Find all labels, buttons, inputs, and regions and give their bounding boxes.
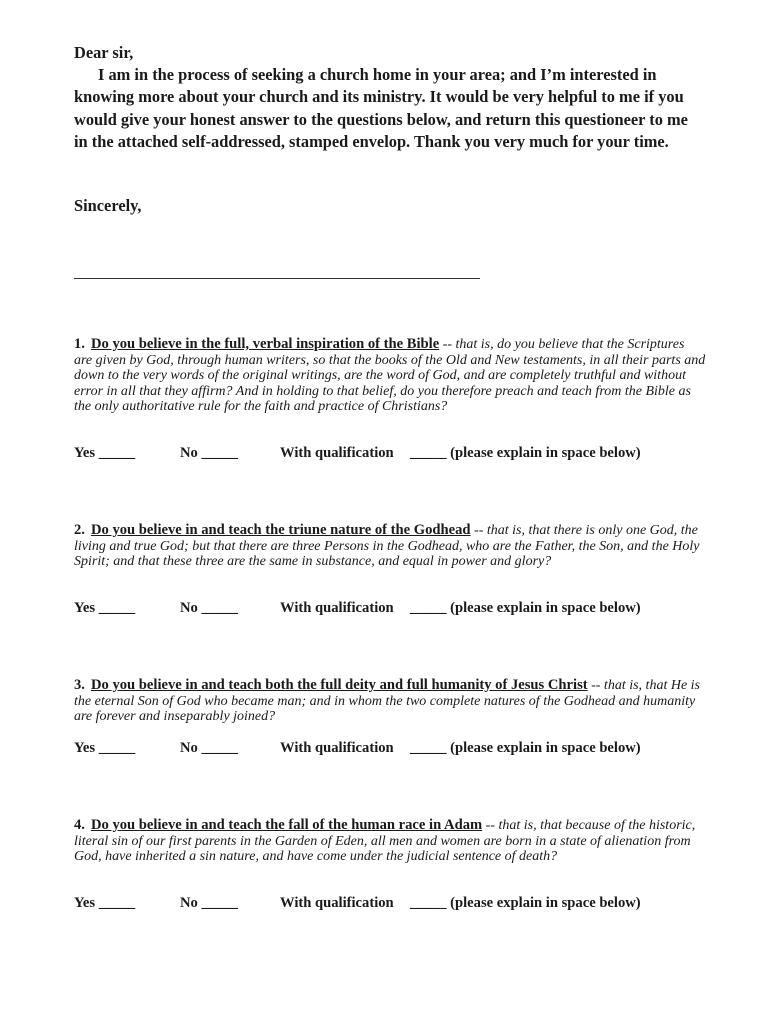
qualification-blank[interactable]: _____ (please explain in space below) (410, 600, 641, 616)
question-description: -- that is, that because of the historic, literal sin of our first parents in the Garden of Eden, all men and women are born in a state of alienation from God, have inherited a sin nature, and have come under the judicial sentence of death? (74, 818, 696, 865)
question-description: -- that is, that He is the eternal Son of God who became man; and in whom the two complete natures of the Godhead and humanity are forever and inseparably joined? (74, 678, 700, 725)
question-number: 3. (74, 677, 85, 693)
no-blank[interactable]: No _____ (180, 895, 238, 911)
answer-row-4 (74, 895, 714, 913)
closing: Sincerely, (74, 196, 142, 215)
no-blank[interactable]: No _____ (180, 740, 238, 756)
question-number: 2. (74, 522, 85, 538)
letter-block (74, 42, 704, 153)
qualification-blank[interactable]: _____ (please explain in space below) (410, 895, 641, 911)
question-description: -- that is, that there is only one God, the living and true God; but that there are three Persons in the Godhead, who are the Father, the Son, and the Holy Spirit; and that these three are the same in substance, and equal in power and glory? (74, 523, 700, 570)
answer-row-2 (74, 600, 714, 618)
question-title: Do you believe in and teach the triune nature of the Godhead (90, 522, 471, 538)
no-blank[interactable]: No _____ (180, 445, 238, 461)
question-4 (74, 818, 706, 865)
qualification-label: With qualification (280, 740, 394, 756)
question-title: Do you believe in and teach both the full deity and full humanity of Jesus Christ (90, 677, 588, 693)
salutation: Dear sir, (74, 43, 134, 62)
yes-blank[interactable]: Yes _____ (74, 740, 136, 756)
answer-row-3 (74, 740, 714, 758)
yes-blank[interactable]: Yes _____ (74, 600, 136, 616)
qualification-label: With qualification (280, 445, 394, 461)
qualification-label: With qualification (280, 600, 394, 616)
qualification-blank[interactable]: _____ (please explain in space below) (410, 740, 641, 756)
qualification-blank[interactable]: _____ (please explain in space below) (410, 445, 641, 461)
signature-line (74, 278, 480, 279)
question-1 (74, 337, 706, 415)
qualification-label: With qualification (280, 895, 394, 911)
question-2 (74, 523, 706, 570)
yes-blank[interactable]: Yes _____ (74, 895, 136, 911)
question-number: 1. (74, 336, 85, 352)
no-blank[interactable]: No _____ (180, 600, 238, 616)
letter-body: I am in the process of seeking a church home in your area; and I’m interested in knowing more about your church and its ministry. It would be very helpful to me if you would give your honest answer to the questions below, and return this questioneer to me in the attached self-addressed, stamped envelop. Thank you very much for your time. (74, 65, 688, 151)
question-description: -- that is, do you believe that the Scriptures are given by God, through human writers, so that the books of the Old and New testaments, in all their parts and down to the very words of the original writings, are the word of God, and are completely truthful and without error in all that they affirm? And in holding to that belief, do you therefore preach and teach from the Bible as the only authoritative rule for the faith and practice of Christians? (74, 337, 706, 415)
question-3 (74, 678, 706, 725)
answer-row-1 (74, 445, 714, 463)
yes-blank[interactable]: Yes _____ (74, 445, 136, 461)
question-number: 4. (74, 817, 85, 833)
question-title: Do you believe in the full, verbal inspiration of the Bible (90, 336, 440, 352)
question-title: Do you believe in and teach the fall of the human race in Adam (90, 817, 483, 833)
